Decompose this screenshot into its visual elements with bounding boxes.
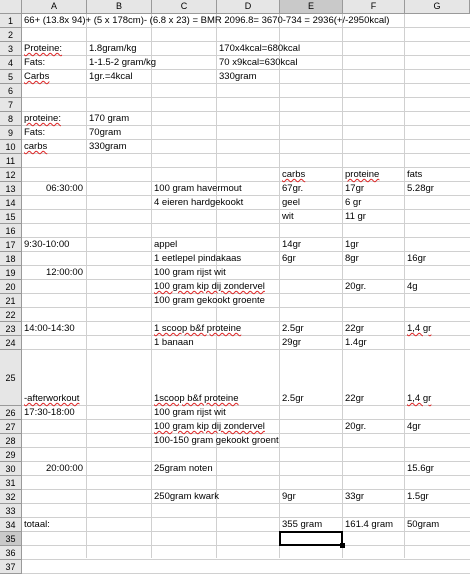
cell-b8[interactable] — [89, 113, 129, 124]
cell-c27[interactable] — [154, 421, 265, 432]
grid-row-line — [22, 447, 470, 448]
grid-row-line — [22, 475, 470, 476]
grid-row-line — [22, 517, 470, 518]
cell-text: 5.28gr — [407, 183, 434, 194]
cell-g23[interactable] — [407, 323, 431, 334]
row-header-9[interactable]: 9 — [0, 126, 22, 140]
cell-text: totaal: — [24, 519, 50, 530]
cell-b5[interactable] — [89, 71, 133, 82]
cell-text: 70 x9kcal=630kcal — [219, 57, 298, 68]
cell-g25[interactable] — [407, 393, 431, 404]
cell-text: proteine — [345, 169, 380, 180]
cell-b4[interactable] — [89, 57, 156, 68]
cell-c17[interactable] — [154, 239, 177, 250]
grid-row-line — [22, 139, 470, 140]
cell-a8[interactable] — [24, 113, 61, 124]
cell-c20[interactable] — [154, 281, 265, 292]
row-header-19[interactable]: 19 — [0, 266, 22, 280]
grid-row-line — [22, 321, 470, 322]
row-header-31[interactable]: 31 — [0, 476, 22, 490]
select-all-corner[interactable] — [0, 0, 22, 14]
grid-row-line — [22, 335, 470, 336]
cell-text: 17gr — [345, 183, 365, 194]
grid-row-line — [22, 27, 470, 28]
grid-row-line — [22, 209, 470, 210]
cell-text: 12:00:00 — [46, 267, 83, 278]
grid-row-line — [22, 433, 470, 434]
grid-row-line — [22, 223, 470, 224]
cell-d3[interactable] — [219, 43, 300, 54]
cell-text: 4gr — [407, 421, 421, 432]
cell-d5[interactable] — [219, 71, 257, 82]
cell-a23[interactable] — [24, 323, 75, 334]
cell-e12[interactable] — [282, 169, 305, 180]
grid-row-line — [22, 545, 470, 546]
column-header-g[interactable]: G — [405, 0, 470, 14]
cell-f24[interactable] — [345, 337, 367, 348]
cell-text: carbs — [282, 169, 306, 180]
cell-a26[interactable] — [24, 407, 75, 418]
cell-text: 1gr — [345, 239, 359, 250]
row-header-2[interactable]: 2 — [0, 28, 22, 42]
row-header-14[interactable]: 14 — [0, 196, 22, 210]
cell-f27[interactable] — [345, 421, 366, 432]
cell-text: 20gr. — [345, 421, 367, 432]
cell-c18[interactable] — [154, 253, 241, 264]
row-header-29[interactable]: 29 — [0, 448, 22, 462]
cell-a13[interactable] — [24, 183, 83, 194]
row-header-15[interactable]: 15 — [0, 210, 22, 224]
cell-text: 330gram — [89, 141, 127, 152]
cell-a3[interactable] — [24, 43, 62, 54]
grid-row-line — [22, 55, 470, 56]
grid-row-line — [22, 237, 470, 238]
cell-text: 100 gram kip dij zondervel — [154, 281, 265, 292]
cell-text: 100 gram havermout — [154, 183, 242, 194]
cell-g30[interactable] — [407, 463, 434, 474]
row-header-33[interactable]: 33 — [0, 504, 22, 518]
cell-f13[interactable] — [345, 183, 364, 194]
cell-e25[interactable] — [282, 393, 304, 404]
grid-column-line — [342, 14, 343, 558]
grid-row-line — [22, 461, 470, 462]
grid-row-line — [22, 293, 470, 294]
cell-a1[interactable] — [24, 15, 389, 26]
cell-text: Proteine: — [24, 43, 63, 54]
row-header-11[interactable]: 11 — [0, 154, 22, 168]
cell-a9[interactable] — [24, 127, 45, 138]
cell-text: 16gr — [407, 253, 427, 264]
row-header-16[interactable]: 16 — [0, 224, 22, 238]
cell-f14[interactable] — [345, 197, 361, 208]
grid-row-line — [22, 489, 470, 490]
row-header-13[interactable]: 13 — [0, 182, 22, 196]
cell-text: 1.4gr — [345, 337, 367, 348]
column-header-f[interactable]: F — [343, 0, 405, 14]
cell-text: 70gram — [89, 127, 122, 138]
cell-e15[interactable] — [282, 211, 294, 222]
row-header-12[interactable]: 12 — [0, 168, 22, 182]
cell-f17[interactable] — [345, 239, 359, 250]
cell-g13[interactable] — [407, 183, 434, 194]
cell-text: 170 gram — [89, 113, 130, 124]
row-header-8[interactable]: 8 — [0, 112, 22, 126]
cell-c26[interactable] — [154, 407, 226, 418]
grid-row-line — [22, 265, 470, 266]
grid-row-line — [22, 111, 470, 112]
cell-g12[interactable] — [407, 169, 422, 180]
cell-text: 14:00-14:30 — [24, 323, 75, 334]
row-header-24[interactable]: 24 — [0, 336, 22, 350]
cell-f15[interactable] — [345, 211, 366, 222]
cell-text: geel — [282, 197, 300, 208]
cell-text: 250gram kwark — [154, 491, 219, 502]
row-header-28[interactable]: 28 — [0, 434, 22, 448]
cell-c24[interactable] — [154, 337, 194, 348]
cell-text: 50gram — [407, 519, 440, 530]
grid-row-line — [22, 279, 470, 280]
column-header-a[interactable]: A — [22, 0, 87, 14]
cell-text: carbs — [24, 141, 48, 152]
row-header-22[interactable]: 22 — [0, 308, 22, 322]
cell-c19[interactable] — [154, 267, 226, 278]
cell-text: 100-150 gram gekookt groent — [154, 435, 279, 446]
cell-text: 20gr. — [345, 281, 367, 292]
cell-a4[interactable] — [24, 57, 45, 68]
cell-b9[interactable] — [89, 127, 121, 138]
cell-text: 9gr — [282, 491, 296, 502]
cell-a17[interactable] — [24, 239, 69, 250]
cell-c30[interactable] — [154, 463, 213, 474]
cell-text: 1 scoop b&f proteine — [154, 323, 242, 334]
column-header-d[interactable]: D — [217, 0, 280, 14]
cell-b3[interactable] — [89, 43, 137, 54]
grid-row-line — [22, 531, 470, 532]
row-header-3[interactable]: 3 — [0, 42, 22, 56]
cell-e18[interactable] — [282, 253, 296, 264]
cell-c21[interactable] — [154, 295, 265, 306]
cell-text: 2.5gr — [282, 323, 304, 334]
active-cell-cursor[interactable] — [279, 531, 343, 546]
cell-text: 4g — [407, 281, 418, 292]
cell-text: 33gr — [345, 491, 365, 502]
grid-row-line — [22, 41, 470, 42]
cell-text: 1,4 gr — [407, 323, 432, 334]
grid-column-line — [404, 14, 405, 558]
cell-a30[interactable] — [24, 463, 83, 474]
grid-row-line — [22, 125, 470, 126]
cell-text: 161.4 gram — [345, 519, 394, 530]
cell-text: 1scoop b&f proteine — [154, 393, 239, 404]
row-header-1[interactable]: 1 — [0, 14, 22, 28]
cell-text: fats — [407, 169, 423, 180]
cell-f18[interactable] — [345, 253, 359, 264]
cell-text: 15.6gr — [407, 463, 434, 474]
cell-e14[interactable] — [282, 197, 300, 208]
cell-text: 22gr — [345, 323, 365, 334]
column-header-b[interactable]: B — [87, 0, 152, 14]
grid-row-line — [22, 83, 470, 84]
cell-text: -afterworkout — [24, 393, 80, 404]
cell-text: 1 eetlepel pindakaas — [154, 253, 242, 264]
row-header-30[interactable]: 30 — [0, 462, 22, 476]
row-header-32[interactable]: 32 — [0, 490, 22, 504]
cell-text: 4 eieren hardgekookt — [154, 197, 244, 208]
cell-text: 17:30-18:00 — [24, 407, 75, 418]
grid-row-line — [22, 307, 470, 308]
row-header-21[interactable]: 21 — [0, 294, 22, 308]
cell-e34[interactable] — [282, 519, 322, 530]
cell-text: 06:30:00 — [46, 183, 83, 194]
cell-g27[interactable] — [407, 421, 421, 432]
row-header-37[interactable]: 37 — [0, 560, 22, 574]
grid-row-line — [22, 97, 470, 98]
cell-text: 6gr — [282, 253, 296, 264]
grid-column-line — [279, 14, 280, 558]
cell-e17[interactable] — [282, 239, 301, 250]
cell-c25[interactable] — [154, 393, 239, 404]
grid-row-line — [22, 167, 470, 168]
grid-row-line — [22, 559, 470, 560]
cell-a5[interactable] — [24, 71, 49, 82]
cell-text: 66+ (13.8x 94)+ (5 x 178cm)- (6.8 x 23) = BMR 2096.8= 3670-734 = 2936(+/-2950kcal) — [24, 15, 390, 26]
row-header-4[interactable]: 4 — [0, 56, 22, 70]
grid-row-line — [22, 503, 470, 504]
row-header-18[interactable]: 18 — [0, 252, 22, 266]
cell-text: 100 gram gekookt groente — [154, 295, 265, 306]
cell-c14[interactable] — [154, 197, 243, 208]
grid-row-line — [22, 69, 470, 70]
cell-c32[interactable] — [154, 491, 219, 502]
cell-text: 11 gr — [345, 211, 366, 222]
row-header-27[interactable]: 27 — [0, 420, 22, 434]
cell-f34[interactable] — [345, 519, 393, 530]
cell-text: 170x4kcal=680kcal — [219, 43, 301, 54]
row-header-25[interactable]: 25 — [0, 350, 22, 406]
cell-a34[interactable] — [24, 519, 50, 530]
cell-f32[interactable] — [345, 491, 364, 502]
row-header-20[interactable]: 20 — [0, 280, 22, 294]
cell-e24[interactable] — [282, 337, 301, 348]
cell-a19[interactable] — [24, 267, 83, 278]
cell-a25[interactable] — [24, 393, 79, 404]
cell-text: 1-1.5-2 gram/kg — [89, 57, 157, 68]
row-header-26[interactable]: 26 — [0, 406, 22, 420]
grid-row-line — [22, 181, 470, 182]
row-header-6[interactable]: 6 — [0, 84, 22, 98]
cell-e32[interactable] — [282, 491, 296, 502]
grid-row-line — [22, 195, 470, 196]
grid-column-line — [151, 14, 152, 558]
cell-d4[interactable] — [219, 57, 297, 68]
grid-row-line — [22, 405, 470, 406]
cell-f25[interactable] — [345, 393, 364, 404]
row-header-10[interactable]: 10 — [0, 140, 22, 154]
row-header-5[interactable]: 5 — [0, 70, 22, 84]
cell-f12[interactable] — [345, 169, 379, 180]
cell-text: 1,4 gr — [407, 393, 432, 404]
row-header-36[interactable]: 36 — [0, 546, 22, 560]
row-header-23[interactable]: 23 — [0, 322, 22, 336]
cell-g34[interactable] — [407, 519, 439, 530]
cell-text: 6 gr — [345, 197, 362, 208]
grid-row-line — [22, 153, 470, 154]
cell-c28[interactable] — [154, 435, 279, 446]
cell-text: 330gram — [219, 71, 257, 82]
cell-text: 67gr. — [282, 183, 304, 194]
cell-text: 355 gram — [282, 519, 323, 530]
cell-text: 9:30-10:00 — [24, 239, 70, 250]
cell-text: 29gr — [282, 337, 302, 348]
cell-text: 100 gram kip dij zondervel — [154, 421, 265, 432]
cell-f20[interactable] — [345, 281, 366, 292]
cell-f23[interactable] — [345, 323, 364, 334]
cell-text: 20:00:00 — [46, 463, 83, 474]
row-header-7[interactable]: 7 — [0, 98, 22, 112]
cell-text: Carbs — [24, 71, 50, 82]
cell-text: 1.5gr — [407, 491, 429, 502]
cell-text: 1 banaan — [154, 337, 194, 348]
grid-row-line — [22, 349, 470, 350]
cell-text: 1.8gram/kg — [89, 43, 137, 54]
cell-text: proteine: — [24, 113, 61, 124]
cell-text: 22gr — [345, 393, 365, 404]
cell-a10[interactable] — [24, 141, 47, 152]
cell-e13[interactable] — [282, 183, 303, 194]
grid-column-line — [86, 14, 87, 558]
cell-text: appel — [154, 239, 178, 250]
cell-text: wit — [282, 211, 294, 222]
cell-text: 1gr.=4kcal — [89, 71, 133, 82]
cell-text: 25gram noten — [154, 463, 213, 474]
row-header-17[interactable]: 17 — [0, 238, 22, 252]
grid-row-line — [22, 251, 470, 252]
row-header-34[interactable]: 34 — [0, 518, 22, 532]
cell-text: Fats: — [24, 127, 46, 138]
cell-e23[interactable] — [282, 323, 304, 334]
cell-g18[interactable] — [407, 253, 426, 264]
row-header-35[interactable]: 35 — [0, 532, 22, 546]
cell-g32[interactable] — [407, 491, 429, 502]
column-header-c[interactable]: C — [152, 0, 217, 14]
cell-text: 8gr — [345, 253, 359, 264]
cell-b10[interactable] — [89, 141, 127, 152]
cell-text: 2.5gr — [282, 393, 304, 404]
cell-g20[interactable] — [407, 281, 418, 292]
column-header-e[interactable]: E — [280, 0, 343, 14]
cell-text: Fats: — [24, 57, 46, 68]
grid-row-line — [22, 419, 470, 420]
cell-text: 100 gram rijst wit — [154, 267, 226, 278]
cell-c13[interactable] — [154, 183, 242, 194]
cell-c23[interactable] — [154, 323, 241, 334]
cell-text: 14gr — [282, 239, 302, 250]
cell-text: 100 gram rijst wit — [154, 407, 226, 418]
